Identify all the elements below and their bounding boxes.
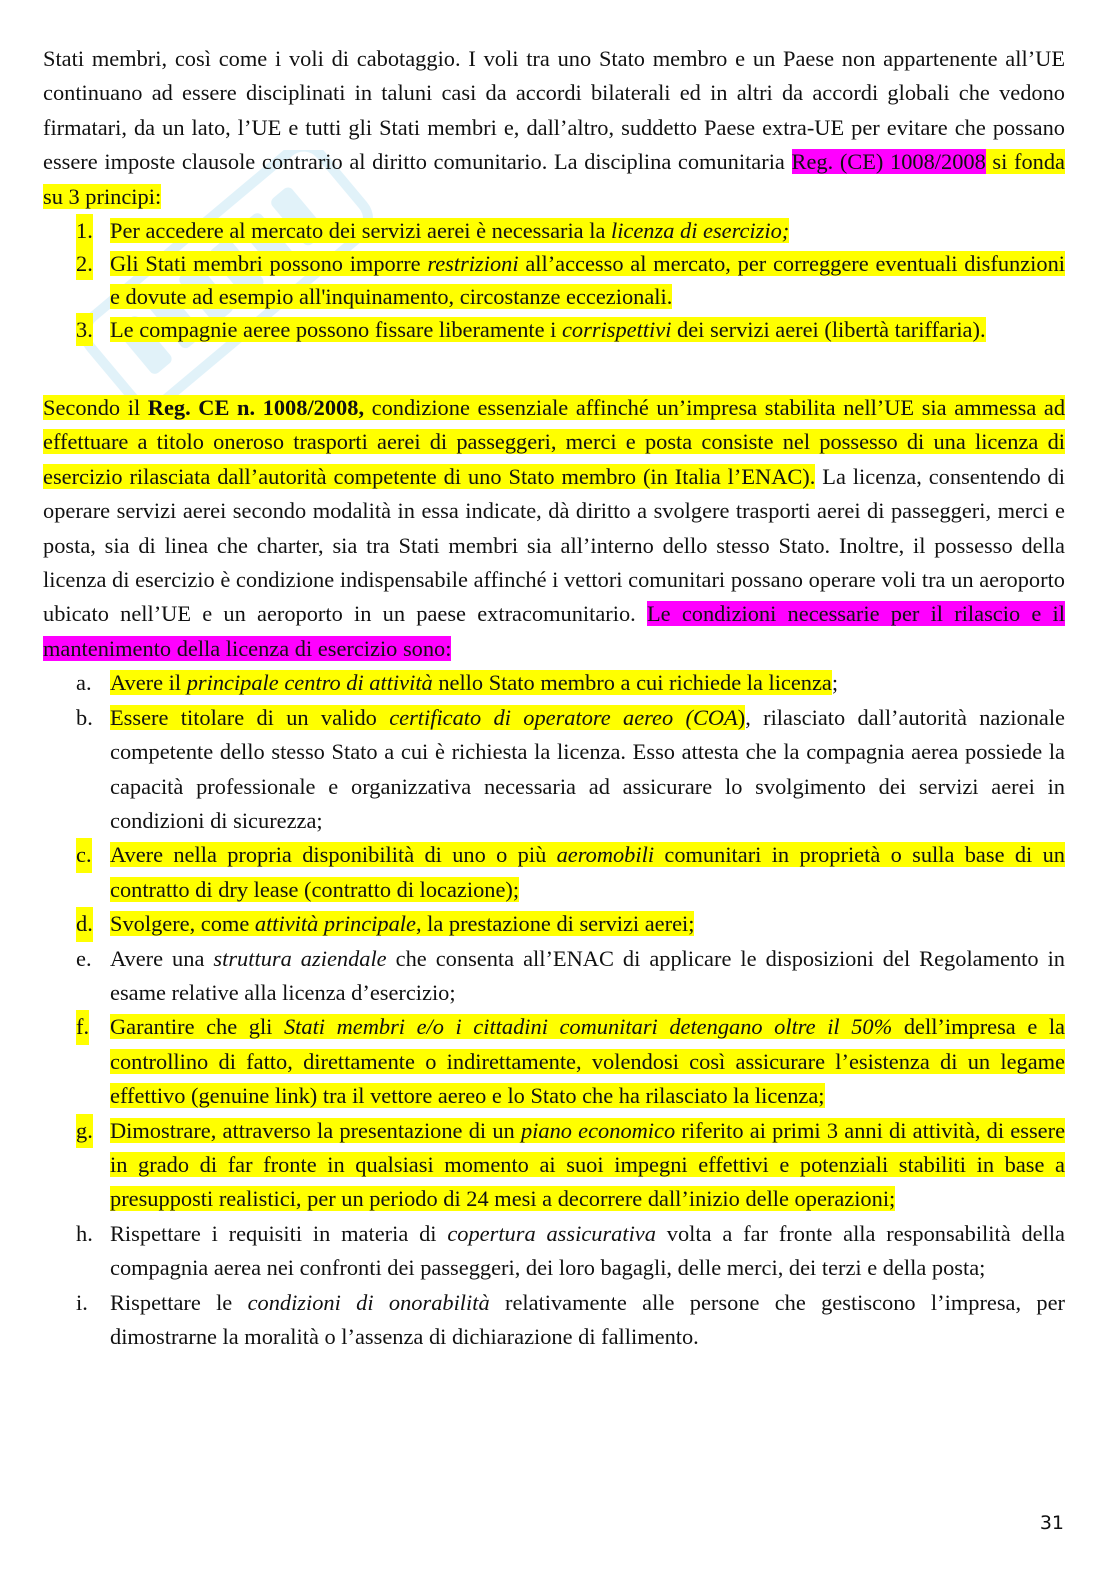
- item-emphasis: aeromobili: [556, 842, 655, 868]
- item-text: Avere il: [110, 670, 187, 696]
- item-emphasis: copertura assicurativa: [447, 1220, 656, 1246]
- paragraph-lead: Secondo il: [43, 395, 148, 421]
- list-letter: g.: [76, 1114, 93, 1148]
- item-text-end: all’accesso al mercato, per correggere eventuali disfunzioni e dovute ad esempio all'inquinamento, circostanze eccezionali.: [110, 251, 1066, 310]
- list-item: [43, 214, 1065, 247]
- item-emphasis: certificato di operatore aereo (COA: [389, 704, 738, 730]
- list-item: [43, 907, 1065, 941]
- item-text-end: volta a far fronte alla responsabilità della compagnia aerea nei confronti dei passeggeri, dei loro bagagli, delle merci, dei terzi e della posta;: [110, 1220, 1065, 1281]
- paragraph-spacer: [43, 346, 1065, 391]
- principles-list: [43, 214, 1065, 346]
- list-item: [43, 666, 1065, 700]
- plain-text: La licenza, consentendo di operare servizi aerei secondo modalità in essa indicate, dà diritto a svolgere trasporti aerei di passeggeri, merci e posta, sia di linea che charter, sia tra Stati membri sia all’interno dello stesso Stato. Inoltre, il possesso della licenza di esercizio è condizione indispensabile affinché i vettori comunitari possano operare voli tra un aeroporto ubicato nell’UE e un aeroporto in un paese extracomunitario.: [43, 463, 1065, 627]
- item-text-end: comunitari in proprietà o sulla base di un contratto di dry lease (contratto di locazione);: [110, 842, 1065, 902]
- item-emphasis: licenza di esercizio;: [610, 218, 790, 244]
- item-emphasis: piano economico: [520, 1117, 676, 1143]
- item-text-end: relativamente alle persone che gestiscono l’impresa, per dimostrarne la moralità o l’assenza di dichiarazione di fallimento.: [110, 1289, 1065, 1349]
- item-text: Essere titolare di un valido: [110, 704, 390, 730]
- item-text: Le compagnie aeree possono fissare liberamente i: [110, 317, 562, 343]
- item-emphasis: condizioni di onorabilità: [247, 1289, 490, 1315]
- list-item: [43, 1286, 1065, 1355]
- item-emphasis: corrispettivi: [561, 317, 672, 343]
- list-letter: c.: [76, 838, 92, 872]
- item-text-end: dei servizi aerei (libertà tariffaria).: [671, 317, 986, 343]
- list-item: [43, 942, 1065, 1011]
- item-text: Gli Stati membri possono imporre: [110, 251, 428, 277]
- list-item: [43, 313, 1065, 346]
- item-text: Avere nella propria disponibilità di uno o più: [110, 842, 557, 868]
- item-text: Per accedere al mercato dei servizi aerei è necessaria la: [110, 218, 611, 244]
- list-number: 3.: [76, 313, 93, 346]
- license-paragraph: [43, 391, 1065, 666]
- list-letter: b.: [76, 704, 93, 730]
- page-number: 31: [1039, 1512, 1064, 1534]
- item-emphasis: attività principale: [254, 911, 416, 937]
- list-item: [43, 838, 1065, 907]
- item-text-end: riferito ai primi 3 anni di attività, di essere in grado di far fronte in qualsiasi momento ai suoi impegni effettivi e potenziali stabiliti in base a presupposti realistici, per un periodo di 24 mesi a decorrere dall’inizio delle operazioni;: [110, 1117, 1066, 1212]
- regulation-bold: Reg. CE n. 1008/2008,: [147, 395, 365, 421]
- conditions-heading: Le condizioni necessarie per il rilascio e il mantenimento della licenza di esercizio sono:: [43, 601, 1065, 661]
- intro-tail: si fonda su 3 principi:: [43, 149, 1065, 209]
- item-text: Rispettare le: [110, 1289, 248, 1315]
- list-letter: i.: [76, 1289, 88, 1315]
- intro-paragraph: [43, 42, 1065, 214]
- item-text-end: che consenta all’ENAC di applicare le disposizioni del Regolamento in esame relative alla licenza d’esercizio;: [110, 945, 1066, 1005]
- item-text: Dimostrare, attraverso la presentazione di un: [110, 1117, 521, 1143]
- item-text: Avere una: [110, 945, 214, 971]
- item-emphasis: struttura aziendale: [213, 945, 387, 971]
- list-number: 2.: [76, 247, 93, 280]
- list-item: [43, 1217, 1065, 1286]
- item-text-end: , la prestazione di servizi aerei;: [415, 911, 695, 937]
- list-letter: e.: [76, 945, 92, 971]
- regulation-highlight: Reg. (CE) 1008/2008: [791, 149, 986, 175]
- document-page: [43, 42, 1065, 1354]
- item-emphasis: principale centro di attività: [186, 670, 433, 696]
- conditions-list: [43, 666, 1065, 1354]
- item-text: Rispettare i requisiti in materia di: [110, 1220, 448, 1246]
- item-tail: ;: [831, 670, 839, 696]
- item-text-end: dell’impresa e la controllino di fatto, direttamente o indirettamente, volendosi così assicurare l’esistenza di un legame effettivo (genuine link) tra il vettore aereo e lo Stato che ha rilasciato la licenza;: [110, 1014, 1065, 1109]
- item-text-end: ): [737, 704, 746, 730]
- item-text-end: nello Stato membro a cui richiede la licenza: [432, 670, 832, 696]
- item-text: Garantire che gli: [110, 1014, 284, 1040]
- list-letter: d.: [76, 907, 93, 941]
- list-item: [43, 1114, 1065, 1217]
- item-emphasis: restrizioni: [427, 251, 519, 277]
- item-text: Svolgere, come: [110, 911, 255, 937]
- list-item: [43, 701, 1065, 839]
- item-emphasis: Stati membri e/o i cittadini comunitari detengano oltre il 50%: [283, 1014, 893, 1040]
- list-letter: h.: [76, 1220, 93, 1246]
- list-number: 1.: [76, 214, 93, 247]
- item-tail: , rilasciato dall’autorità nazionale competente dello stesso Stato a cui è richiesta la licenza. Esso attesta che la compagnia aerea possiede la capacità professionale e organizzativa necessaria ad assicurare lo svolgimento dei servizi aerei in condizioni di sicurezza;: [110, 704, 1065, 833]
- list-item: [43, 247, 1065, 313]
- list-item: [43, 1010, 1065, 1113]
- highlighted-text: condizione essenziale affinché un’impresa stabilita nell’UE sia ammessa ad effettuare a titolo oneroso trasporti aerei di passeggeri, merci e posta consiste nel possesso di una licenza di esercizio rilasciata dall’autorità competente di uno Stato membro (in Italia l’ENAC).: [43, 395, 1066, 489]
- intro-text: Stati membri, così come i voli di cabotaggio. I voli tra uno Stato membro e un Paese non appartenente all’UE continuano ad essere disciplinati in taluni casi da accordi bilaterali ed in altri da accordi globali che vedono firmatari, da un lato, l’UE e tutti gli Stati membri e, dall’altro, suddetto Paese extra-UE per evitare che possano essere imposte clausole contrario al diritto comunitario. La disciplina comunitaria: [43, 46, 1065, 175]
- list-letter: f.: [76, 1010, 89, 1044]
- list-letter: a.: [76, 670, 92, 696]
